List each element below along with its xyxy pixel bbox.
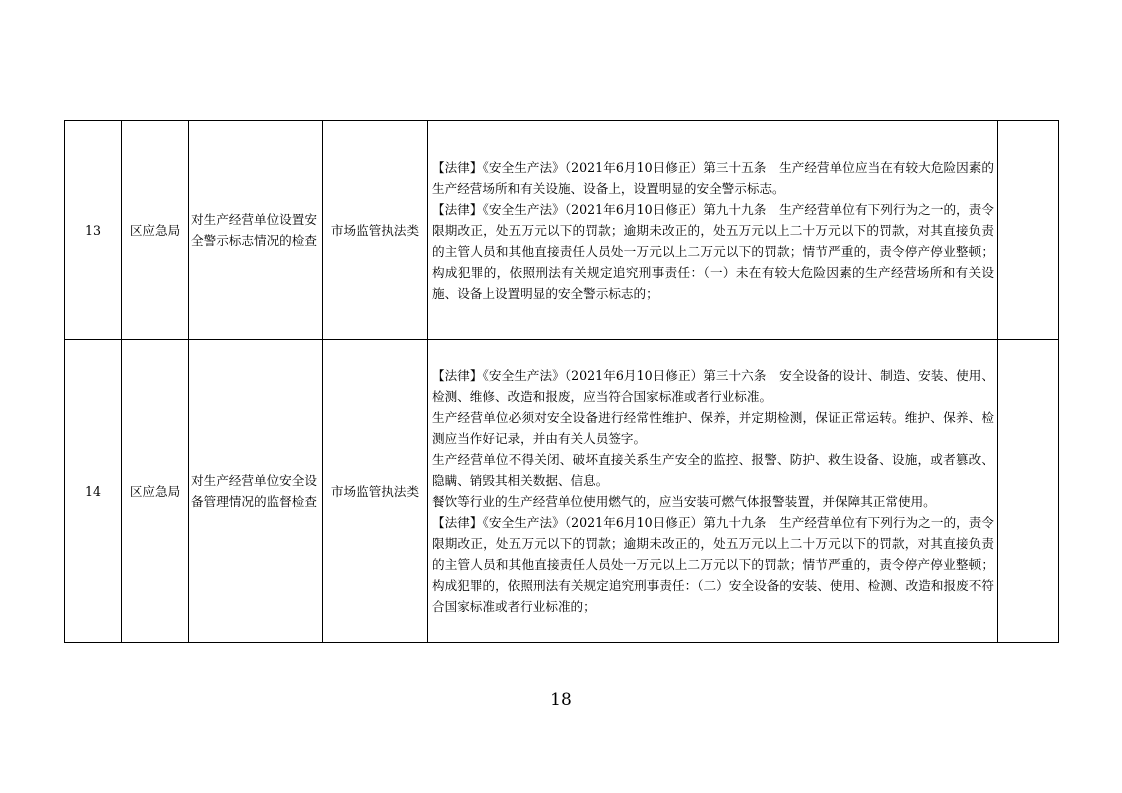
legal-basis-cell	[428, 340, 998, 643]
legal-basis-paragraph: 【法律】《安全生产法》（2021年6月10日修正）第三十五条 生产经营单位应当在有较大危险因素的生产经营场所和有关设施、设备上，设置明显的安全警示标志。	[432, 159, 994, 196]
legal-basis-paragraph: 生产经营单位不得关闭、破坏直接关系生产安全的监控、报警、防护、救生设备、设施，或者篡改、隐瞒、销毁其相关数据、信息。	[432, 452, 994, 488]
legal-basis-cell	[428, 121, 998, 340]
remarks-cell	[998, 340, 1059, 643]
legal-basis-paragraph: 餐饮等行业的生产经营单位使用燃气的，应当安装可燃气体报警装置，并保障其正常使用。	[432, 494, 936, 509]
inspection-item-cell: 对生产经营单位设置安全警示标志情况的检查	[189, 121, 323, 340]
legal-basis-paragraph: 【法律】《安全生产法》（2021年6月10日修正）第九十九条 生产经营单位有下列行为之一的，责令限期改正，处五万元以下的罚款；逾期未改正的，处五万元以上二十万元以下的罚款，对其直接负责的主管人员和其他直接责任人员处一万元以上二万元以下的罚款；情节严重的，责令停产停业整顿；构成犯罪的，依照刑法有关规定追究刑事责任：（一）未在有较大危险因素的生产经营场所和有关设施、设备上设置明显的安全警示标志的；	[432, 201, 994, 301]
inspection-item-cell: 对生产经营单位安全设备管理情况的监督检查	[189, 340, 323, 643]
remarks-cell	[998, 121, 1059, 340]
category-cell: 市场监管执法类	[323, 121, 428, 340]
category-cell: 市场监管执法类	[323, 340, 428, 643]
row-number: 14	[65, 340, 122, 643]
legal-basis-paragraph: 生产经营单位必须对安全设备进行经常性维护、保养，并定期检测，保证正常运转。维护、保养、检测应当作好记录，并由有关人员签字。	[432, 410, 994, 446]
department-cell: 区应急局	[122, 121, 189, 340]
department-cell: 区应急局	[122, 340, 189, 643]
row-number: 13	[65, 121, 122, 340]
inspection-items-table	[64, 120, 1059, 643]
table-row	[65, 121, 1059, 340]
table-row	[65, 340, 1059, 643]
page-number: 18	[550, 690, 572, 710]
legal-basis-paragraph: 【法律】《安全生产法》（2021年6月10日修正）第三十六条 安全设备的设计、制造、安装、使用、检测、维修、改造和报废，应当符合国家标准或者行业标准。	[432, 368, 994, 404]
legal-basis-paragraph: 【法律】《安全生产法》（2021年6月10日修正）第九十九条 生产经营单位有下列行为之一的，责令限期改正，处五万元以下的罚款；逾期未改正的，处五万元以上二十万元以下的罚款，对其直接负责的主管人员和其他直接责任人员处一万元以上二万元以下的罚款；情节严重的，责令停产停业整顿；构成犯罪的，依照刑法有关规定追究刑事责任：（二）安全设备的安装、使用、检测、改造和报废不符合国家标准或者行业标准的；	[432, 515, 994, 614]
